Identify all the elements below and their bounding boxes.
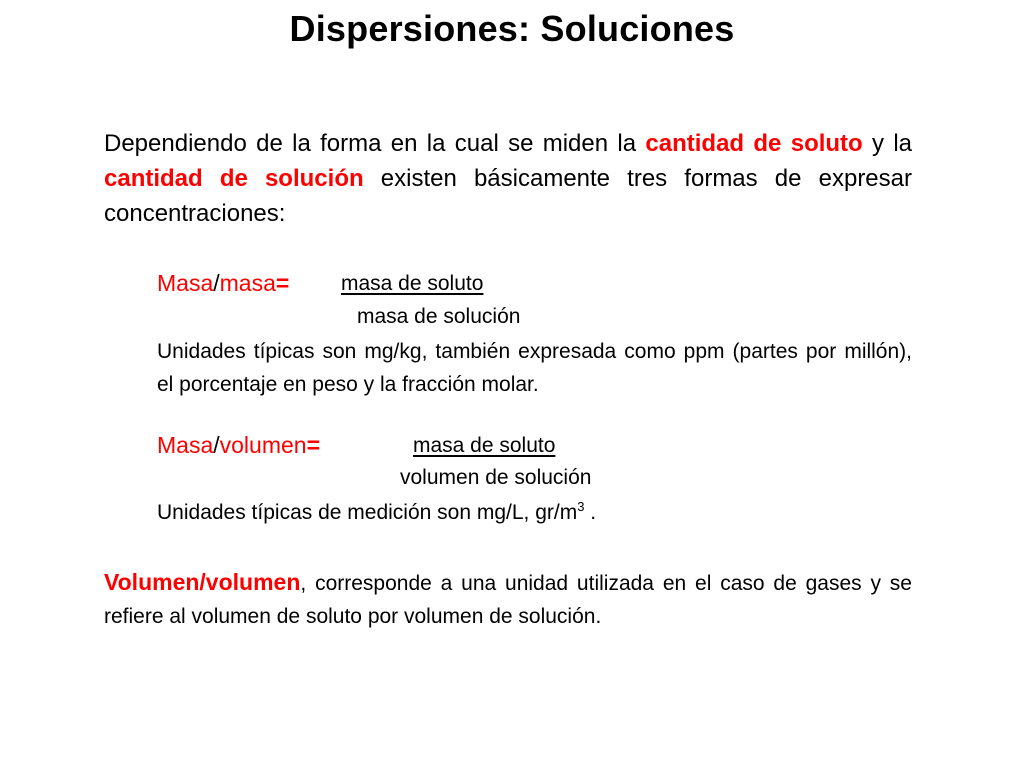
volumen-volumen-text: , corresponde a una unidad utilizada en el caso de gases y se refiere al volumen de soluto por volumen de solución. <box>104 572 912 628</box>
intro-text-2: y la <box>862 130 912 157</box>
masa-volumen-label <box>157 432 320 459</box>
masa-masa-label <box>157 270 289 297</box>
masa-volumen-denominator: volumen de solución <box>400 466 592 489</box>
masa-volumen-label-a: Masa <box>157 432 214 458</box>
masa-volumen-label-b: volumen <box>219 432 307 458</box>
masa-masa-label-a: Masa <box>157 270 214 296</box>
intro-paragraph <box>104 126 912 231</box>
volumen-volumen-paragraph <box>104 566 912 633</box>
intro-text-1: Dependiendo de la forma en la cual se miden la <box>104 130 646 157</box>
intro-text-3: existen básicamente tres formas de expresar concentraciones: <box>104 165 912 227</box>
page-title: Dispersiones: Soluciones <box>289 8 735 49</box>
highlight-cantidad-solucion: cantidad de solución <box>104 165 364 192</box>
masa-volumen-units-end: . <box>584 501 597 524</box>
masa-volumen-slash: / <box>213 432 220 458</box>
masa-volumen-equals: = <box>306 432 321 458</box>
masa-masa-denominator: masa de solución <box>357 305 521 328</box>
masa-volumen-units-text: Unidades típicas de medición son mg/L, gr/m <box>157 501 578 524</box>
masa-masa-label-b: masa <box>219 270 276 296</box>
masa-masa-numerator: masa de soluto <box>341 272 484 295</box>
masa-volumen-units-exponent: 3 <box>577 499 585 514</box>
volumen-volumen-label: Volumen/volumen <box>104 569 301 595</box>
masa-volumen-units <box>157 496 912 529</box>
masa-volumen-numerator: masa de soluto <box>413 434 556 457</box>
masa-masa-slash: / <box>213 270 220 296</box>
highlight-cantidad-soluto: cantidad de soluto <box>645 130 863 157</box>
masa-masa-equals: = <box>275 270 290 296</box>
masa-masa-units: Unidades típicas son mg/kg, también expresada como ppm (partes por millón), el porcentaje en peso y la fracción molar. <box>157 340 912 396</box>
